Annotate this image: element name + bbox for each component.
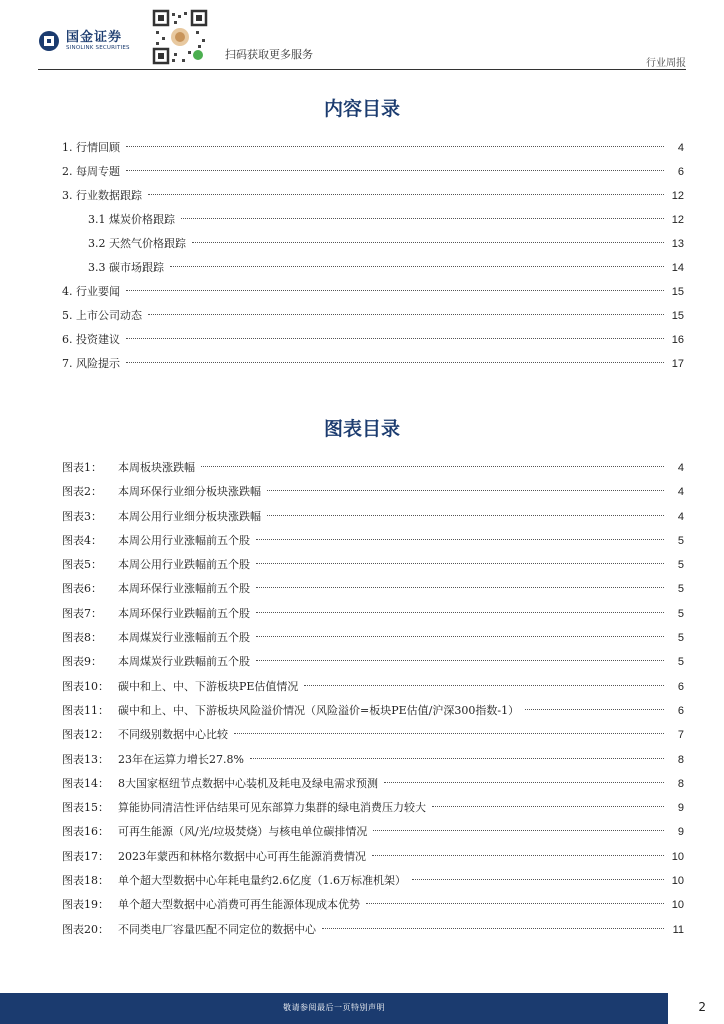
- toc-subitem[interactable]: [62, 208, 684, 232]
- figure-label: 图表14：: [62, 776, 109, 790]
- figure-item[interactable]: [62, 529, 684, 553]
- figure-page: 10: [671, 875, 684, 888]
- leader-dots: [432, 806, 664, 807]
- figure-page: 9: [677, 802, 684, 815]
- figures-title: 图表目录: [323, 418, 400, 440]
- toc-item-label: 6. 投资建议: [62, 333, 120, 346]
- leader-dots: [384, 782, 664, 783]
- leader-dots: [304, 685, 664, 686]
- figure-item[interactable]: [62, 723, 684, 747]
- figure-item[interactable]: [62, 577, 684, 601]
- figure-item[interactable]: [62, 505, 684, 529]
- figure-label: 图表16：: [62, 825, 109, 839]
- figure-item[interactable]: [62, 796, 684, 820]
- toc-item-page: 12: [671, 190, 684, 202]
- figure-label: 图表5：: [62, 558, 102, 572]
- toc-item-page: 12: [671, 214, 684, 226]
- leader-dots: [256, 539, 664, 540]
- figure-item[interactable]: [62, 893, 684, 917]
- figure-title: 单个超大型数据中心年耗电量约2.6亿度（1.6万标准机架）: [118, 874, 406, 888]
- figure-title: 23年在运算力增长27.8%: [118, 752, 244, 766]
- leader-dots: [126, 146, 664, 147]
- qr-caption: 扫码获取更多服务: [225, 48, 313, 61]
- figure-page: 11: [672, 923, 684, 936]
- figure-label: 图表1：: [62, 461, 102, 474]
- leader-dots: [148, 194, 664, 195]
- leader-dots: [126, 362, 664, 363]
- figure-label: 图表6：: [62, 582, 102, 596]
- toc-item-label: 4. 行业要闻: [62, 285, 120, 298]
- leader-dots: [373, 830, 664, 831]
- leader-dots: [372, 855, 664, 856]
- figure-page: 6: [677, 704, 684, 717]
- figure-title: 碳中和上、中、下游板块PE估值情况: [118, 679, 299, 693]
- leader-dots: [126, 338, 664, 339]
- sinolink-logo-icon: [38, 30, 60, 52]
- toc-item[interactable]: [62, 352, 684, 376]
- toc-item-page: 17: [671, 358, 684, 370]
- page-number: 2: [698, 1000, 706, 1014]
- leader-dots: [201, 466, 664, 467]
- figure-page: 5: [677, 607, 684, 620]
- leader-dots: [366, 903, 664, 904]
- figure-item[interactable]: [62, 456, 684, 480]
- figure-title: 本周板块涨跌幅: [118, 461, 195, 474]
- figure-page: 5: [677, 583, 684, 596]
- leader-dots: [148, 314, 664, 315]
- figure-label: 图表13：: [62, 752, 109, 766]
- figure-item[interactable]: [62, 480, 684, 504]
- company-logo: [38, 30, 130, 52]
- figure-page: 4: [677, 462, 684, 474]
- toc-item-page: 14: [671, 262, 684, 274]
- figure-page: 5: [677, 559, 684, 572]
- qr-code-icon[interactable]: [152, 9, 208, 65]
- figure-page: 10: [671, 850, 684, 863]
- figure-label: 图表17：: [62, 849, 109, 863]
- figure-page: 8: [677, 777, 684, 790]
- figure-title: 可再生能源（风/光/垃圾焚烧）与核电单位碳排情况: [118, 825, 368, 839]
- leader-dots: [525, 709, 664, 710]
- toc-item-page: 6: [677, 166, 684, 178]
- figure-item[interactable]: [62, 675, 684, 699]
- figure-label: 图表2：: [62, 485, 102, 499]
- leader-dots: [126, 290, 664, 291]
- figure-list: [62, 456, 684, 942]
- figure-title: 2023年蒙西和林格尔数据中心可再生能源消费情况: [118, 849, 366, 863]
- figure-title: 8大国家枢纽节点数据中心装机及耗电及绿电需求预测: [118, 776, 378, 790]
- toc-item-page: 15: [671, 310, 684, 322]
- figure-title: 单个超大型数据中心消费可再生能源体现成本优势: [118, 898, 360, 912]
- figure-label: 图表19：: [62, 898, 109, 912]
- leader-dots: [256, 612, 664, 613]
- toc-item-label: 7. 风险提示: [62, 357, 120, 370]
- figure-page: 8: [677, 753, 684, 766]
- figure-title: 算能协同清洁性评估结果可见东部算力集群的绿电消费压力较大: [118, 801, 426, 815]
- figure-label: 图表18：: [62, 874, 109, 888]
- report-type-label: 行业周报: [646, 58, 686, 69]
- toc-title: 内容目录: [323, 98, 400, 120]
- figure-title: 本周公用行业涨幅前五个股: [118, 533, 250, 547]
- footer-disclaimer: 敬请参阅最后一页特别声明: [283, 1003, 385, 1012]
- toc-item[interactable]: [62, 184, 684, 208]
- leader-dots: [234, 733, 664, 734]
- toc-subitem[interactable]: [62, 256, 684, 280]
- toc-item-label: 3.1 煤炭价格跟踪: [88, 213, 175, 226]
- toc-item-label: 2. 每周专题: [62, 165, 120, 178]
- figure-item[interactable]: [62, 845, 684, 869]
- figure-label: 图表10：: [62, 679, 109, 693]
- toc-item-page: 16: [671, 334, 684, 346]
- toc-item-label: 1. 行情回顾: [62, 141, 120, 154]
- figure-title: 本周环保行业涨幅前五个股: [118, 582, 250, 596]
- leader-dots: [256, 587, 664, 588]
- figure-label: 图表20：: [62, 922, 109, 936]
- leader-dots: [256, 660, 664, 661]
- figure-title: 本周环保行业细分板块涨跌幅: [118, 485, 261, 499]
- leader-dots: [192, 242, 664, 243]
- figure-title: 本周煤炭行业涨幅前五个股: [118, 631, 250, 645]
- leader-dots: [170, 266, 664, 267]
- figure-page: 10: [671, 899, 684, 912]
- figure-page: 5: [677, 534, 684, 547]
- figure-item[interactable]: [62, 748, 684, 772]
- toc-item-label: 3.3 碳市场跟踪: [88, 261, 164, 274]
- toc-item-label: 3. 行业数据跟踪: [62, 189, 142, 202]
- toc-item[interactable]: [62, 328, 684, 352]
- figure-item[interactable]: [62, 602, 684, 626]
- figure-title: 本周公用行业细分板块涨跌幅: [118, 509, 261, 523]
- figure-page: 4: [677, 486, 684, 499]
- toc-item[interactable]: [62, 160, 684, 184]
- figure-page: 4: [677, 510, 684, 523]
- toc-list: [62, 136, 684, 376]
- toc-item-page: 15: [671, 286, 684, 298]
- leader-dots: [412, 879, 664, 880]
- toc-item-page: 13: [671, 238, 684, 250]
- figure-item[interactable]: [62, 553, 684, 577]
- leader-dots: [181, 218, 664, 219]
- figure-page: 7: [677, 729, 684, 742]
- toc-subitem[interactable]: [62, 232, 684, 256]
- figure-page: 6: [677, 680, 684, 693]
- figure-item[interactable]: [62, 918, 684, 942]
- figure-item[interactable]: [62, 626, 684, 650]
- figure-item[interactable]: [62, 820, 684, 844]
- toc-item-page: 4: [677, 142, 684, 154]
- logo-chinese-name: 国金证券: [66, 29, 123, 45]
- toc-item[interactable]: [62, 280, 684, 304]
- figure-title: 本周环保行业跌幅前五个股: [118, 606, 250, 620]
- figure-title: 不同级别数据中心比较: [118, 728, 228, 742]
- figure-label: 图表15：: [62, 801, 109, 815]
- leader-dots: [322, 928, 664, 929]
- figure-label: 图表4：: [62, 533, 102, 547]
- leader-dots: [256, 636, 664, 637]
- figure-title: 本周煤炭行业跌幅前五个股: [118, 655, 250, 669]
- figure-label: 图表11：: [62, 703, 109, 717]
- figure-page: 9: [677, 826, 684, 839]
- figure-page: 5: [677, 656, 684, 669]
- logo-english-name: SINOLINK SECURITIES: [66, 44, 130, 51]
- figure-item[interactable]: [62, 869, 684, 893]
- figure-label: 图表3：: [62, 509, 102, 523]
- figure-label: 图表7：: [62, 606, 102, 620]
- figure-item[interactable]: [62, 772, 684, 796]
- leader-dots: [267, 515, 664, 516]
- figure-label: 图表12：: [62, 728, 109, 742]
- header-divider: [38, 69, 686, 70]
- figure-title: 碳中和上、中、下游板块风险溢价情况（风险溢价=板块PE估值/沪深300指数-1）: [118, 703, 520, 717]
- leader-dots: [267, 490, 664, 491]
- figure-title: 不同类电厂容量匹配不同定位的数据中心: [118, 922, 316, 936]
- leader-dots: [256, 563, 664, 564]
- figure-label: 图表8：: [62, 631, 102, 645]
- page-footer: [0, 993, 724, 1024]
- figure-label: 图表9：: [62, 655, 102, 669]
- figure-page: 5: [677, 632, 684, 645]
- figure-item[interactable]: [62, 699, 684, 723]
- leader-dots: [250, 758, 664, 759]
- toc-item[interactable]: [62, 304, 684, 328]
- leader-dots: [126, 170, 664, 171]
- page-header: [0, 0, 724, 70]
- toc-item-label: 5. 上市公司动态: [62, 309, 142, 322]
- figure-title: 本周公用行业跌幅前五个股: [118, 558, 250, 572]
- toc-item[interactable]: [62, 136, 684, 160]
- toc-item-label: 3.2 天然气价格跟踪: [88, 237, 186, 250]
- figure-item[interactable]: [62, 650, 684, 674]
